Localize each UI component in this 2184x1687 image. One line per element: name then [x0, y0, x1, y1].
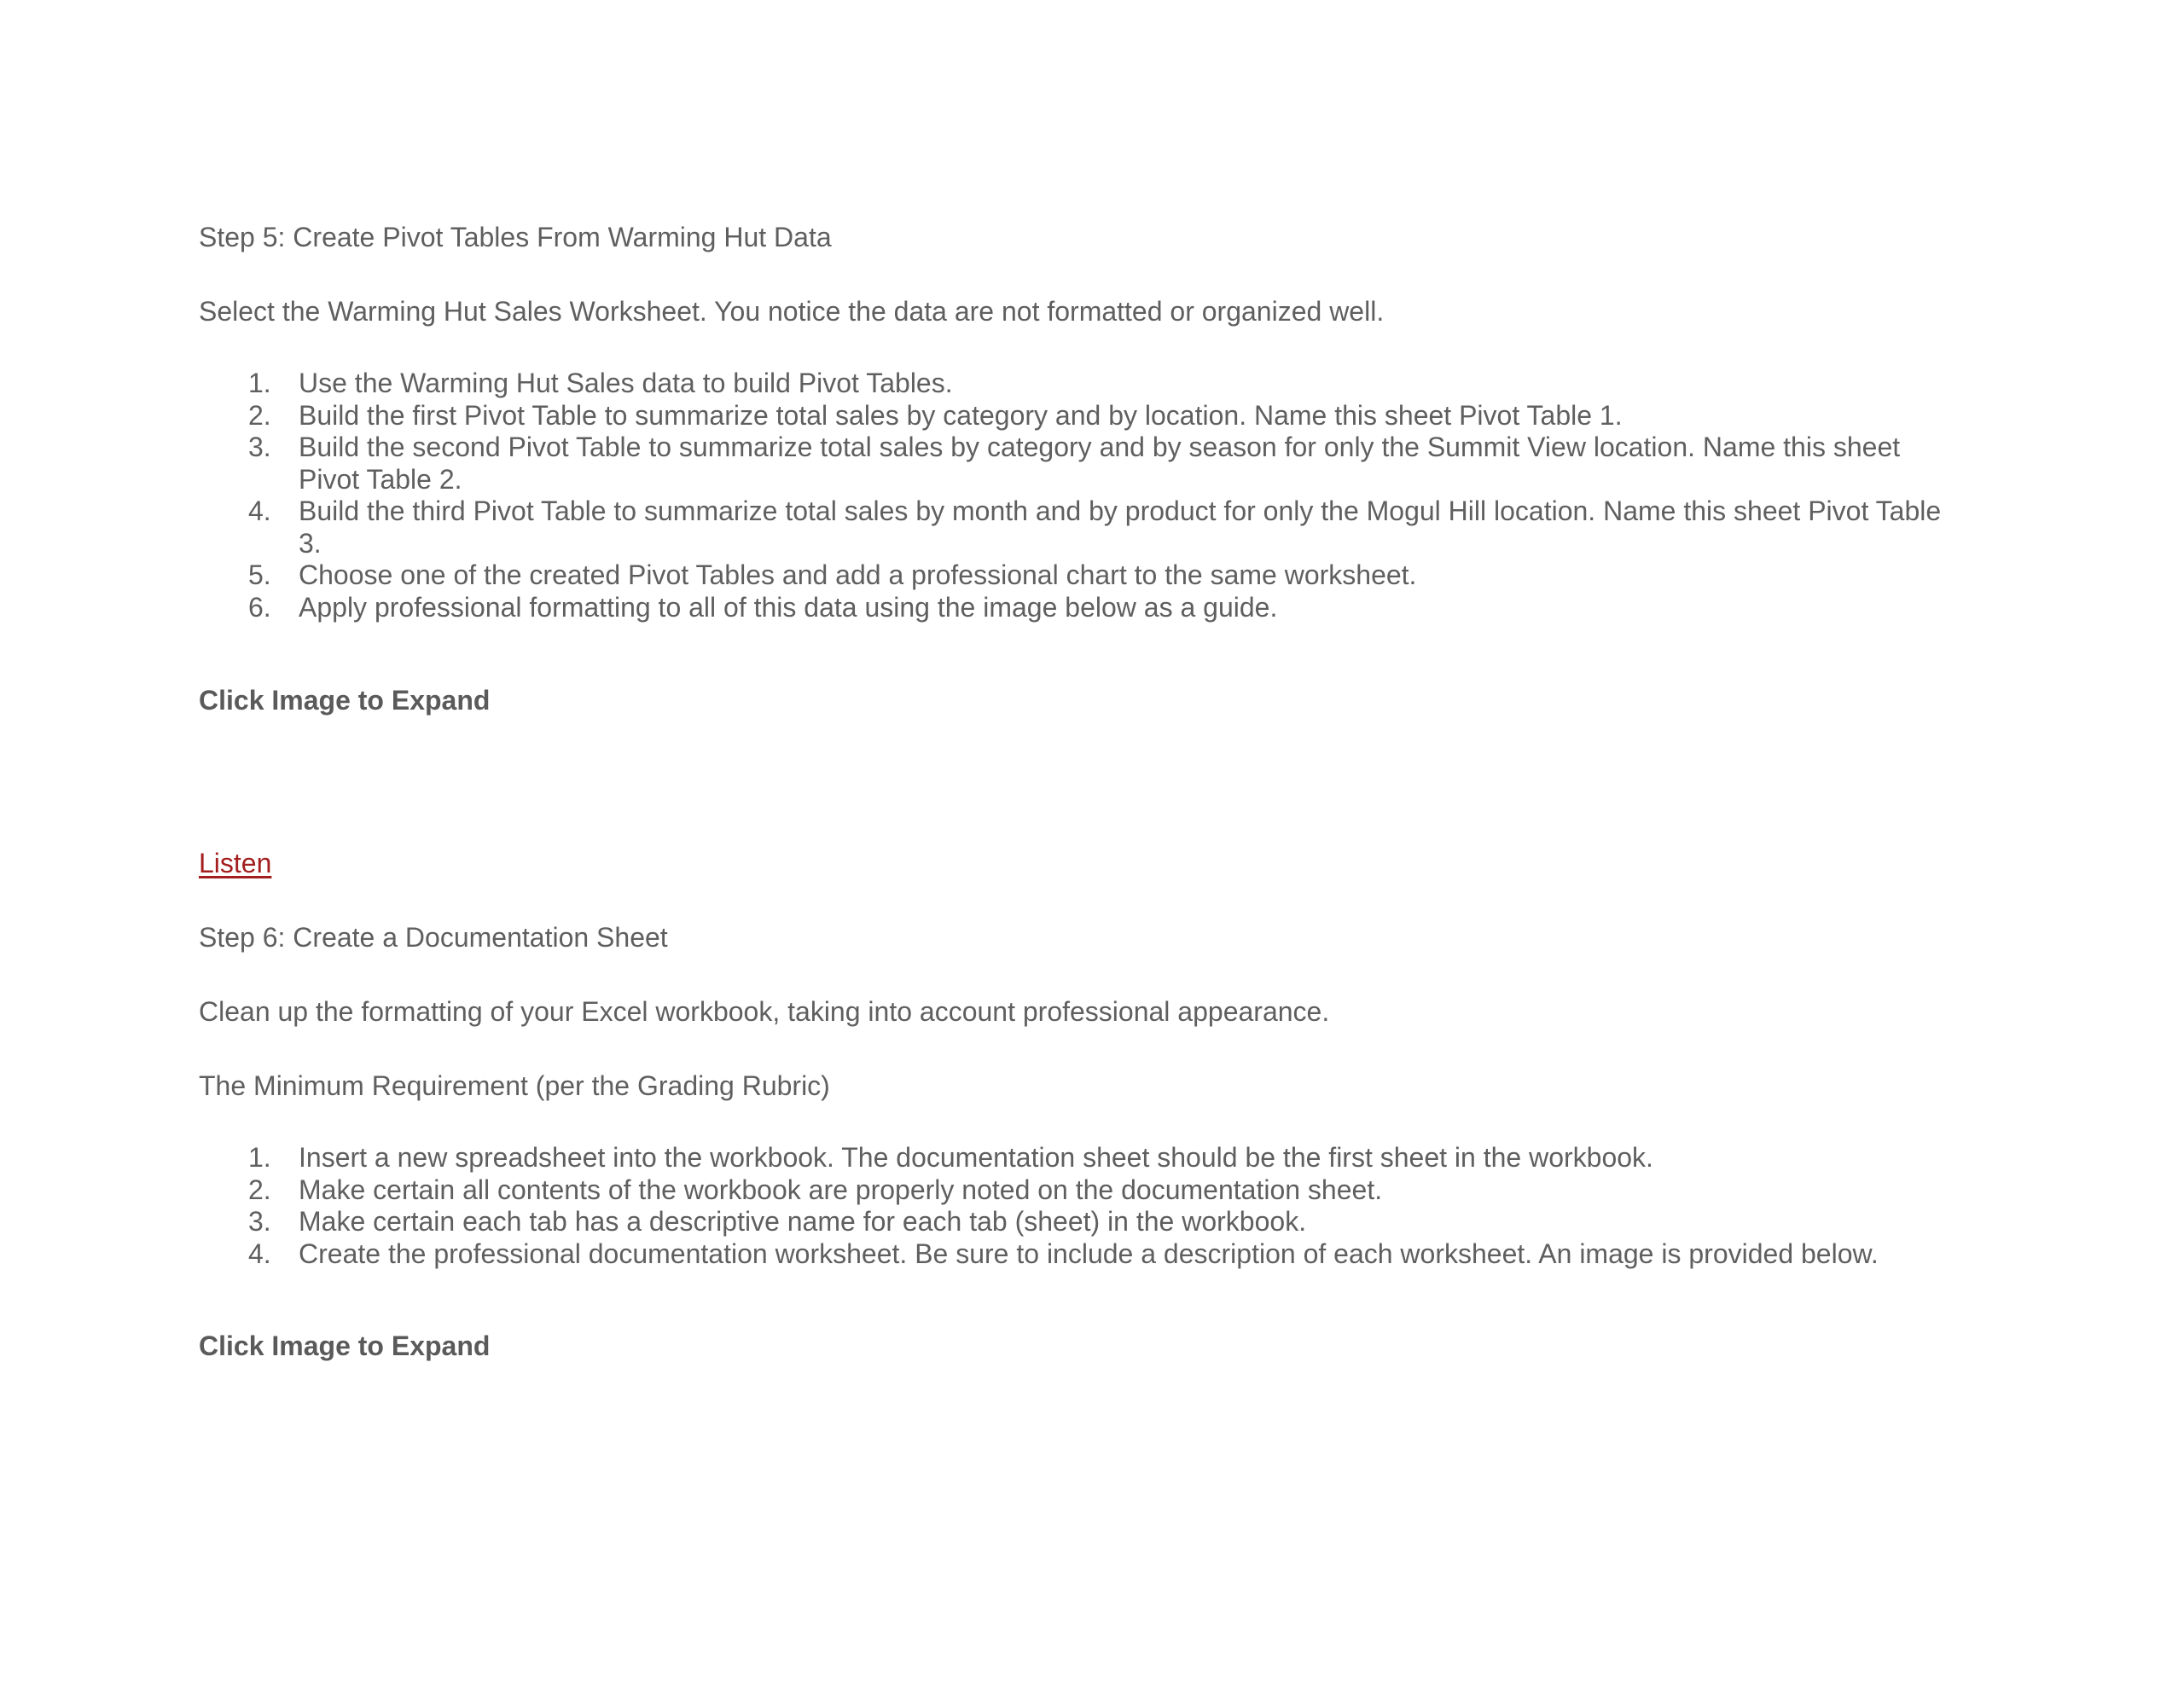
list-text: Make certain each tab has a descriptive name for each tab (sheet) in the workbook.	[299, 1206, 1307, 1237]
list-item	[199, 1206, 2184, 1238]
list-item	[199, 1142, 2184, 1174]
list-item	[199, 496, 2184, 559]
list-number: 2.	[248, 399, 271, 431]
list-number: 3.	[248, 432, 271, 462]
list-text: Build the second Pivot Table to summarize total sales by category and by season for only the Summit View location. Name this sheet	[299, 432, 1901, 462]
list-text: Make certain all contents of the workbook are properly noted on the documentation sheet.	[299, 1174, 1383, 1205]
list-number: 5.	[248, 559, 271, 590]
list-item	[199, 1238, 2184, 1271]
step6-intro: Clean up the formatting of your Excel workbook, taking into account professional appearance.	[199, 996, 1330, 1027]
list-number: 1.	[248, 368, 271, 398]
list-number: 6.	[248, 591, 271, 623]
listen-link-text[interactable]: Listen	[199, 848, 272, 878]
step6-requirement: The Minimum Requirement (per the Grading Rubric)	[199, 1070, 830, 1101]
list-number: 2.	[248, 1174, 271, 1205]
list-item	[199, 559, 2184, 592]
list-text: Build the third Pivot Table to summarize total sales by month and by product for only the Mogul Hill location. Name this sheet Pivot Table	[299, 496, 1942, 526]
list-item	[199, 432, 2184, 496]
step6-title: Step 6: Create a Documentation Sheet	[199, 922, 668, 953]
list-number: 4.	[248, 496, 271, 526]
step5-intro: Select the Warming Hut Sales Worksheet. You notice the data are not formatted or organized well.	[199, 296, 1385, 327]
list-item	[199, 592, 2184, 624]
step5-title: Step 5: Create Pivot Tables From Warming Hut Data	[199, 222, 832, 252]
list-text: Build the first Pivot Table to summarize total sales by category and by location. Name this sheet Pivot Table 1.	[299, 399, 1623, 431]
step5-expand-image-link[interactable]: Click Image to Expand	[199, 685, 491, 716]
list-item	[199, 400, 2184, 432]
list-number: 1.	[248, 1142, 271, 1173]
list-number: 3.	[248, 1206, 271, 1237]
step5-list	[199, 368, 2184, 623]
list-number: 4.	[248, 1238, 271, 1269]
list-text: Apply professional formatting to all of this data using the image below as a guide.	[299, 591, 1278, 623]
list-item	[199, 368, 2184, 400]
step6-list	[199, 1142, 2184, 1270]
list-text: Create the professional documentation worksheet. Be sure to include a description of each worksheet. An image is provided below.	[299, 1238, 1879, 1269]
list-text: Use the Warming Hut Sales data to build Pivot Tables.	[299, 368, 953, 398]
list-item	[199, 1174, 2184, 1207]
list-text-continuation: Pivot Table 2.	[299, 463, 462, 495]
list-text: Choose one of the created Pivot Tables and add a professional chart to the same worksheet.	[299, 559, 1417, 590]
step6-expand-image-link[interactable]: Click Image to Expand	[199, 1330, 491, 1361]
listen-link[interactable]	[199, 847, 271, 879]
list-text-continuation: 3.	[299, 527, 322, 559]
list-text: Insert a new spreadsheet into the workbook. The documentation sheet should be the first sheet in the workbook.	[299, 1142, 1653, 1173]
